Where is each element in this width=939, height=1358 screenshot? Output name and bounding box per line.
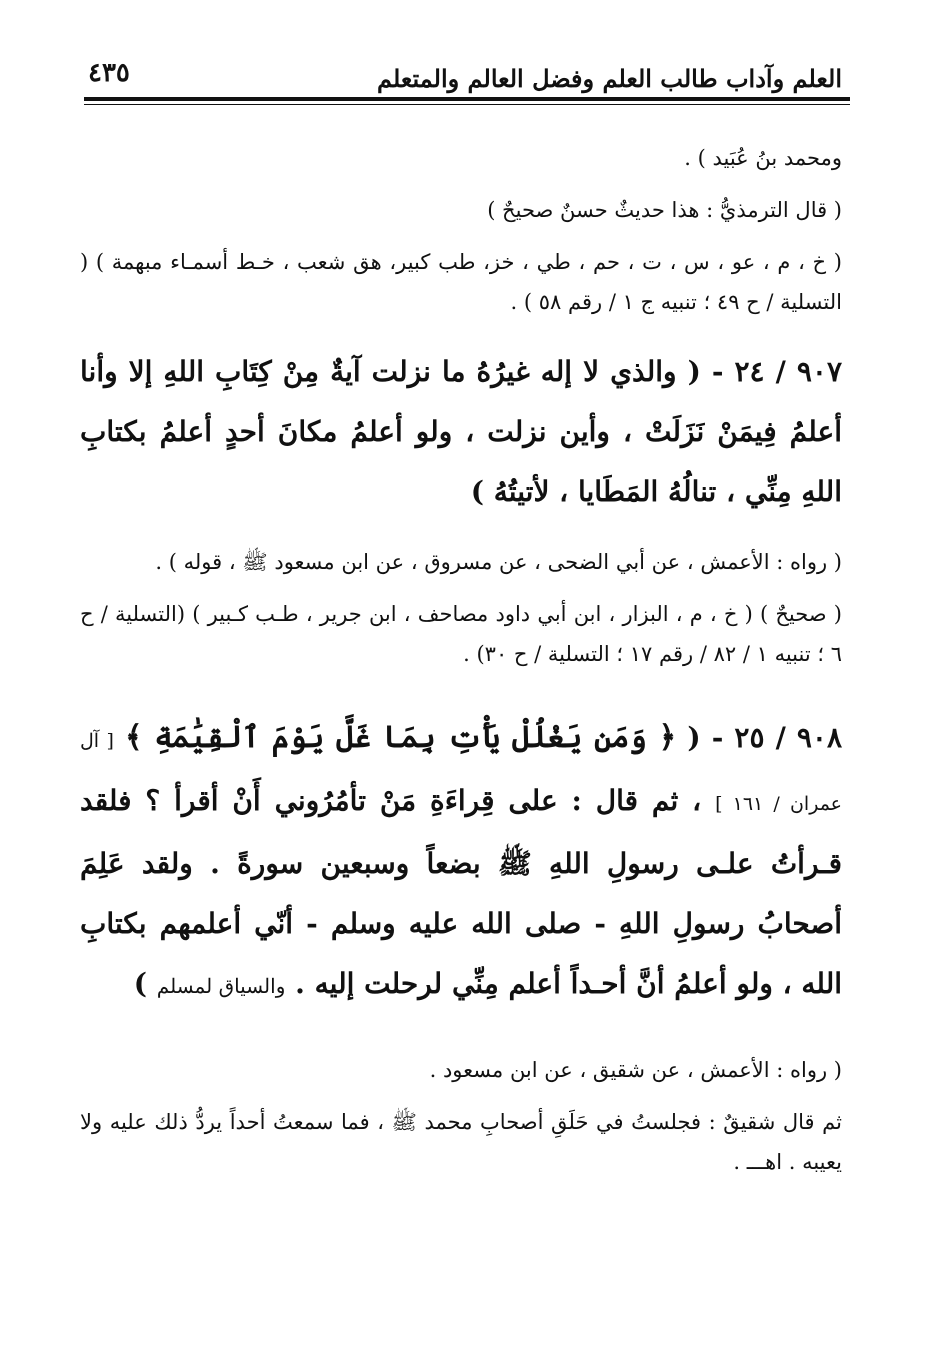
narration-chain: ( رواه : الأعمش ، عن أبي الضحى ، عن مسروق ، عن ابن مسعود ﷺ ، قوله ) .: [155, 550, 842, 574]
quran-verse: ﴿ وَمَن يَغْلُلْ يَأْتِ بِمَا غَلَّ يَوْمَ ٱلْقِيَٰمَةِ ﴾: [124, 720, 677, 755]
header-rule-thick: [84, 97, 850, 101]
hadith-text: ( والذي لا إله غيرُهُ ما نزلت آيةٌ مِنْ كِتَابِ اللهِ إلا وأنا أعلمُ فِيمَنْ نَزَلَتْ ، وأين نزلت ، ولو أعلمُ مكانَ أحدٍ أعلمُ بكتابِ اللهِ مِنِّي ، تنالُهُ المَطَايا ، لأتيتُهُ ): [80, 355, 842, 508]
hadith-907: [80, 342, 842, 522]
hadith-number: ٩٠٨ / ٢٥ -: [711, 721, 843, 754]
close-paren: ): [133, 967, 148, 1000]
hadith-text: ، ثم قال : على قِراءَةِ مَنْ تأمُرُوني أَنْ أقرأ ؟ فلقد قـرأتُ علـى رسولِ اللهِ ﷺ بضعاً وسبعين سورةً . ولقد عَلِمَ أصحابُ رسولِ اللهِ - صلى الله عليه وسلم - أنّي أعلمهم بكتابِ الله ، ولو أعلمُ أنَّ أحـداً أعلم مِنِّي لرحلت إليه .: [80, 784, 842, 1000]
page-header: [84, 54, 850, 98]
open-paren: (: [687, 721, 701, 754]
context-note: والسياق لمسلم: [156, 974, 286, 998]
shaqiq-comment: ثم قال شقيقٌ : فجلستُ في حَلَقِ أصحابِ محمد ﷺ ، فما سمعتُ أحداً يردُّ ذلك عليه ولا يعيبه . اهـــ .: [80, 1110, 842, 1174]
header-rule-thin: [84, 104, 850, 105]
sources-list: ( خ ، م ، عو ، س ، ت ، حم ، طي ، خز، طب كبير، هق شعب ، خـط أسمـاء مبهمة ) ( التسلية / ح ٤٩ ؛ تنبيه ج ١ / رقم ٥٨ ) .: [80, 250, 842, 314]
page-body: [80, 138, 842, 1182]
grading-and-sources: ( صحيحٌ ) ( خ ، م ، البزار ، ابن أبي داود مصاحف ، ابن جرير ، طـب كـبير ) (التسلية / ح ٦ ؛ تنبيه ١ / ٨٢ / رقم ١٧ ؛ التسلية / ح ٣٠) .: [80, 602, 842, 666]
running-title: العلم وآداب طالب العلم وفضل العالم والمتعلم: [377, 64, 842, 93]
narration-chain: ( رواه : الأعمش ، عن شقيق ، عن ابن مسعود .: [429, 1058, 842, 1082]
hadith-number: ٩٠٧ / ٢٤ -: [711, 355, 842, 388]
text-line-narrator-end: ومحمد بنُ عُبَيد ) .: [684, 146, 842, 170]
page-number: ٤٣٥: [88, 58, 130, 88]
verse-reference: [ آل عمران / ١٦١ ]: [80, 730, 843, 815]
tirmidhi-verdict: ( قال الترمذيُّ : هذا حديثٌ حسنٌ صحيحٌ ): [487, 198, 842, 222]
hadith-908: [80, 708, 842, 1016]
